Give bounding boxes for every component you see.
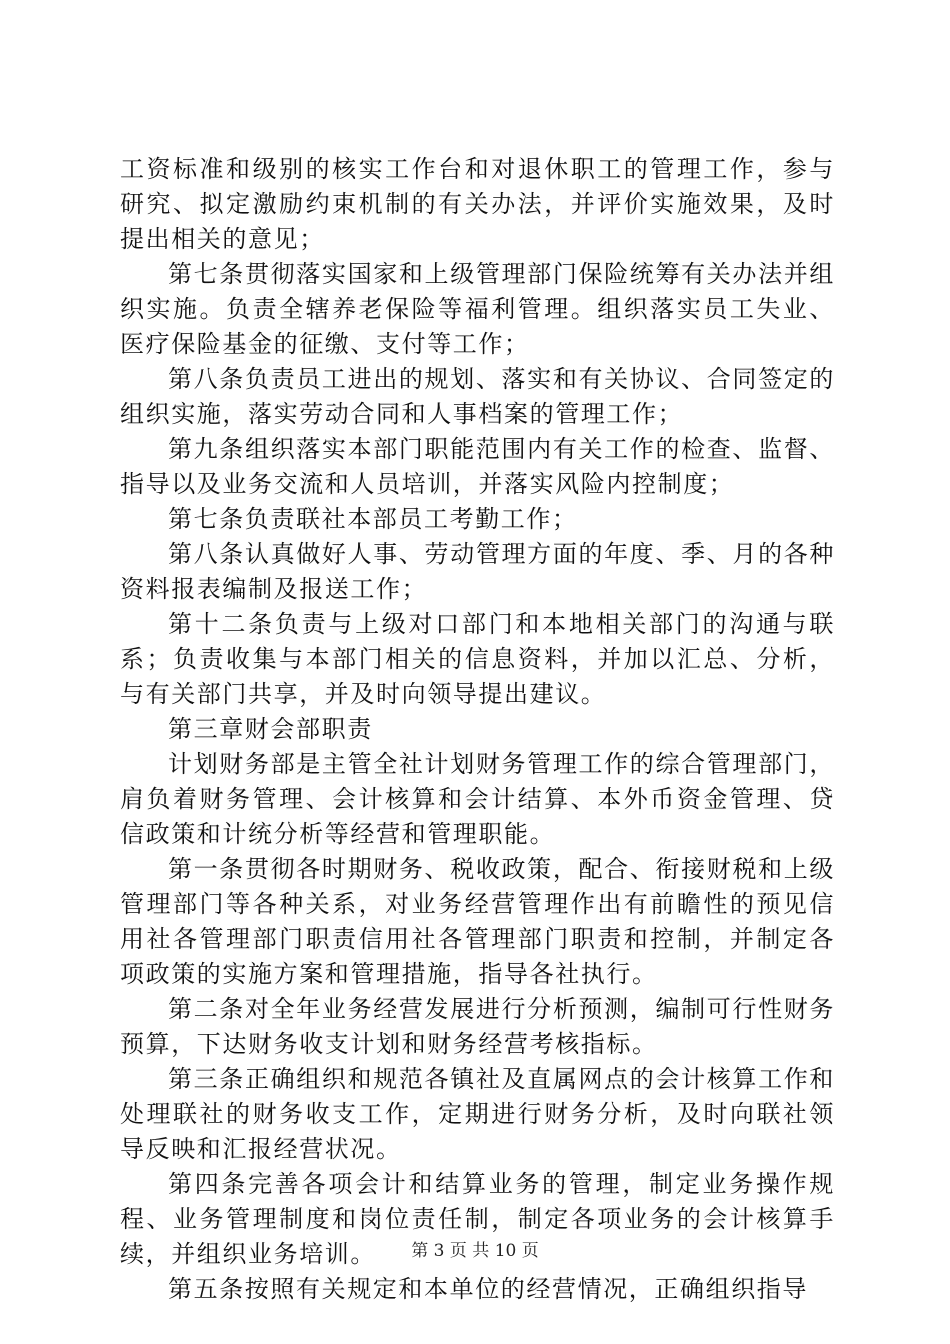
paragraph-finance-article-1: 第一条贯彻各时期财务、税收政策，配合、衔接财税和上级管理部门等各种关系，对业务经营管理作出有前瞻性的预见信用社各管理部门职责信用社各管理部门职责和控制，并制定各项政策的实施方案和管理措施，指导各社执行。 [120, 855, 835, 988]
chapter-heading: 第三章财会部职责 [168, 715, 373, 743]
paragraph-finance-article-2: 第二条对全年业务经营发展进行分析预测，编制可行性财务预算，下达财务收支计划和财务经营考核指标。 [120, 995, 835, 1058]
paragraph-finance-intro: 计划财务部是主管全社计划财务管理工作的综合管理部门，肩负着财务管理、会计核算和会计结算、本外币资金管理、贷信政策和计统分析等经营和管理职能。 [120, 750, 835, 848]
paragraph-article-12-liaison: 第十二条负责与上级对口部门和本地相关部门的沟通与联系；负责收集与本部门相关的信息资料，并加以汇总、分析，与有关部门共享，并及时向领导提出建议。 [120, 610, 835, 708]
paragraph-article-7-insurance: 第七条贯彻落实国家和上级管理部门保险统筹有关办法并组织实施。负责全辖养老保险等福利管理。组织落实员工失业、医疗保险基金的征缴、支付等工作； [120, 260, 835, 358]
paragraph-article-8-reports: 第八条认真做好人事、劳动管理方面的年度、季、月的各种资料报表编制及报送工作； [120, 540, 835, 603]
paragraph-article-9-supervision: 第九条组织落实本部门职能范围内有关工作的检查、监督、指导以及业务交流和人员培训，并落实风险内控制度； [120, 435, 835, 498]
paragraph-finance-article-5: 第五条按照有关规定和本单位的经营情况，正确组织指导 [168, 1275, 808, 1303]
document-body [120, 152, 835, 1307]
paragraph-finance-article-4: 第四条完善各项会计和结算业务的管理，制定业务操作规程、业务管理制度和岗位责任制，制定各项业务的会计核算手续，并组织业务培训。 [120, 1170, 835, 1268]
paragraph-continuation: 工资标准和级别的核实工作台和对退休职工的管理工作，参与研究、拟定激励约束机制的有关办法，并评价实施效果，及时提出相关的意见； [120, 155, 835, 253]
paragraph-finance-article-3: 第三条正确组织和规范各镇社及直属网点的会计核算工作和处理联社的财务收支工作，定期进行财务分析，及时向联社领导反映和汇报经营状况。 [120, 1065, 835, 1163]
page-number-footer: 第 3 页 共 10 页 [411, 1241, 539, 1261]
paragraph-article-7-attendance: 第七条负责联社本部员工考勤工作； [168, 505, 578, 533]
paragraph-article-8-staffing: 第八条负责员工进出的规划、落实和有关协议、合同签定的组织实施，落实劳动合同和人事档案的管理工作； [120, 365, 835, 428]
